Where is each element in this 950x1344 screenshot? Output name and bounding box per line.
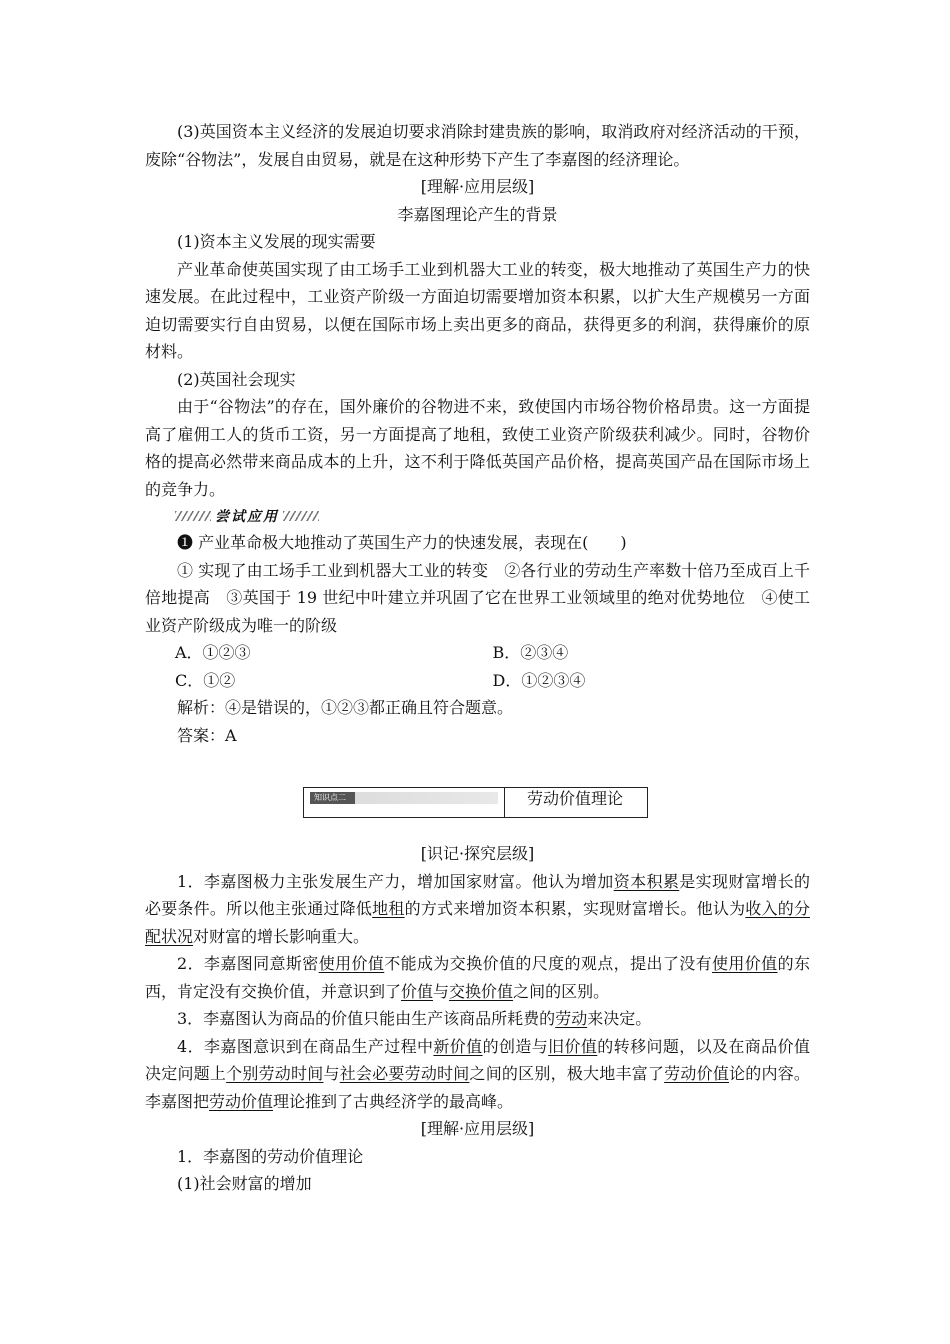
options-row-2 [145, 667, 810, 695]
options-row-1 [145, 639, 810, 667]
analysis-text: 解析：④是错误的，①②③都正确且符合题意。 [177, 698, 514, 717]
blank-socially-necessary-labor-time: 社会必要劳动时间 [339, 1064, 470, 1083]
blank-value: 价值 [401, 981, 434, 1001]
item-labor-value-theory: 1．李嘉图的劳动价值理论 [177, 1146, 364, 1166]
level-heading-understand: [理解·应用层级] [420, 177, 535, 196]
blank-land-rent: 地租 [372, 899, 405, 918]
knowledge-point-title: 劳动价值理论 [527, 789, 624, 808]
knowledge-point-tag: 知识点二 [310, 792, 498, 804]
answer-text: 答案：A [177, 725, 237, 745]
option-a: A．①②③ [175, 643, 251, 662]
blank-labor-value-2: 劳动价值 [209, 1091, 274, 1111]
try-application-title: 尝试应用 [215, 509, 279, 525]
point-3-paragraph: 3．李嘉图认为商品的价值只能由生产该商品所耗费的劳动来决定。 [177, 1009, 652, 1028]
question-stem: ❶ 产业革命极大地推动了英国生产力的快速发展，表现在( ) [177, 533, 627, 552]
point-2-paragraph: 2．李嘉图同意斯密使用价值不能成为交换价值的尺度的观点，提出了没有使用价值的东西，肯定没有交换价值，并意识到了价值与交换价值之间的区别。 [145, 954, 810, 1001]
intro-paragraph: (3)英国资本主义经济的发展迫切要求消除封建贵族的影响，取消政府对经济活动的干预，废除“谷物法”，发展自由贸易，就是在这种形势下产生了李嘉图的经济理论。 [145, 122, 810, 169]
blank-use-value-1: 使用价值 [318, 954, 385, 973]
blank-capital-accumulation: 资本积累 [613, 871, 680, 891]
subheading-social-wealth: (1)社会财富的增加 [177, 1174, 312, 1193]
document-page [145, 118, 810, 1198]
knowledge-point-box [303, 787, 648, 818]
section-title-background: 李嘉图理论产生的背景 [397, 204, 558, 224]
hatch-decoration-icon [175, 511, 211, 521]
blank-labor: 劳动 [555, 1009, 588, 1028]
level-heading-understand-2: [理解·应用层级] [420, 1119, 535, 1138]
blank-exchange-value: 交换价值 [449, 981, 514, 1001]
option-d: D．①②③④ [492, 670, 586, 690]
subheading-capitalism-needs: (1)资本主义发展的现实需要 [177, 232, 376, 251]
blank-labor-value-1: 劳动价值 [664, 1064, 730, 1083]
option-c: C．①② [175, 670, 236, 690]
blank-old-value: 旧价值 [548, 1036, 598, 1056]
blank-use-value-2: 使用价值 [712, 954, 778, 973]
blank-income-distribution: 收入的分配状况 [145, 899, 810, 946]
option-b: B．②③④ [492, 643, 569, 662]
level-heading-memorize: [识记·探究层级] [420, 844, 535, 863]
paragraph-industrial-revolution: 产业革命使英国实现了由工场手工业到机器大工业的转变，极大地推动了英国生产力的快速发展。在此过程中，工业资产阶级一方面迫切需要增加资本积累，以扩大生产规模另一方面迫切需要实行自由贸易，以便在国际市场上卖出更多的商品，获得更多的利润，获得廉价的原材料。 [145, 259, 810, 361]
blank-new-value: 新价值 [433, 1036, 483, 1056]
try-application-header [145, 503, 810, 529]
question-statements: ① 实现了由工场手工业到机器大工业的转变 ②各行业的劳动生产率数十倍乃至成百上千倍地提高 ③英国于 19 世纪中叶建立并巩固了它在世界工业领域里的绝对优势地位 ④使工业资产阶级成为唯一的阶级 [145, 560, 810, 635]
point-4-paragraph: 4．李嘉图意识到在商品生产过程中新价值的创造与旧价值的转移问题，以及在商品价值决定问题上个别劳动时间与社会必要劳动时间之间的区别，极大地丰富了劳动价值论的内容。李嘉图把劳动价值理论推到了古典经济学的最高峰。 [145, 1036, 810, 1111]
paragraph-corn-laws: 由于“谷物法”的存在，国外廉价的谷物进不来，致使国内市场谷物价格昂贵。这一方面提高了雇佣工人的货币工资，另一方面提高了地租，致使工业资产阶级获利减少。同时，谷物价格的提高必然带来商品成本的上升，这不利于降低英国产品价格，提高英国产品在国际市场上的竞争力。 [145, 397, 810, 499]
knowledge-point-label-cell [304, 788, 505, 817]
subheading-social-reality: (2)英国社会现实 [177, 369, 296, 389]
point-1-paragraph: 1．李嘉图极力主张发展生产力，增加国家财富。他认为增加资本积累是实现财富增长的必要条件。所以他主张通过降低地租的方式来增加资本积累，实现财富增长。他认为收入的分配状况对财富的增长影响重大。 [145, 871, 810, 946]
blank-individual-labor-time: 个别劳动时间 [226, 1064, 324, 1083]
hatch-decoration-icon [283, 511, 319, 521]
